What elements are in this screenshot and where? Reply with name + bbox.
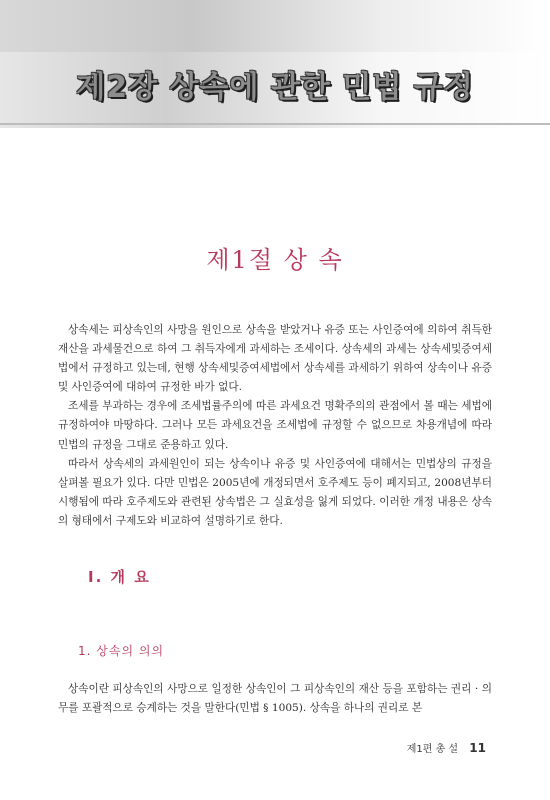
chapter-title: 제2장 상속에 관한 민법 규정 — [76, 70, 474, 105]
intro-paragraph: 상속세는 피상속인의 사망을 원인으로 상속을 받았거나 유증 또는 사인증여에 의하여 취득한 재산을 과세물건으로 하여 그 취득자에게 과세하는 조세이다. 상속세의 과세는 상속세및증여세법에서 규정하고 있는데, 현행 상속세및증여세법에서 상속세를 과세하기 위하여 상속이나 유증 및 사인증여에 대하여 규정한 바가 없다. — [58, 324, 492, 394]
page-footer — [407, 740, 486, 755]
header-top-strip — [0, 0, 550, 52]
subsection-heading: 1. 상속의 의의 — [78, 644, 165, 658]
intro-body — [58, 321, 492, 531]
section-title: 제1절 상 속 — [206, 246, 344, 274]
header-divider — [0, 123, 550, 125]
footer-part-label: 제1편 총 설 — [406, 744, 459, 755]
page-number: 11 — [469, 741, 486, 755]
intro-paragraph: 따라서 상속세의 과세원인이 되는 상속이나 유증 및 사인증여에 대해서는 민법상의 규정을 살펴볼 필요가 있다. 다만 민법은 2005년에 개정되면서 호주제도 등이 폐지되고, 2008년부터 시행됨에 따라 호주제도와 관련된 상속법은 그 실효성을 잃게 되었다. 이러한 개정 내용은 상속의 형태에서 구제도와 비교하여 설명하기로 한다. — [58, 457, 492, 527]
outline-heading: Ⅰ. 개 요 — [88, 568, 151, 586]
subsection-body — [58, 680, 492, 718]
intro-paragraph: 조세를 부과하는 경우에 조세법률주의에 따른 과세요건 명확주의의 관점에서 볼 때는 세법에 규정하여야 마땅하다. 그러나 모든 과세요건을 조세법에 규정할 수 없으므로 차용개념에 따라 민법의 규정을 그대로 준용하고 있다. — [58, 400, 492, 451]
subsection-paragraph: 상속이란 피상속인의 사망으로 일정한 상속인이 그 피상속인의 재산 등을 포함하는 권리 · 의무를 포괄적으로 승계하는 것을 말한다(민법 § 1005). 상속을 하나의 권리로 본 — [58, 683, 492, 715]
